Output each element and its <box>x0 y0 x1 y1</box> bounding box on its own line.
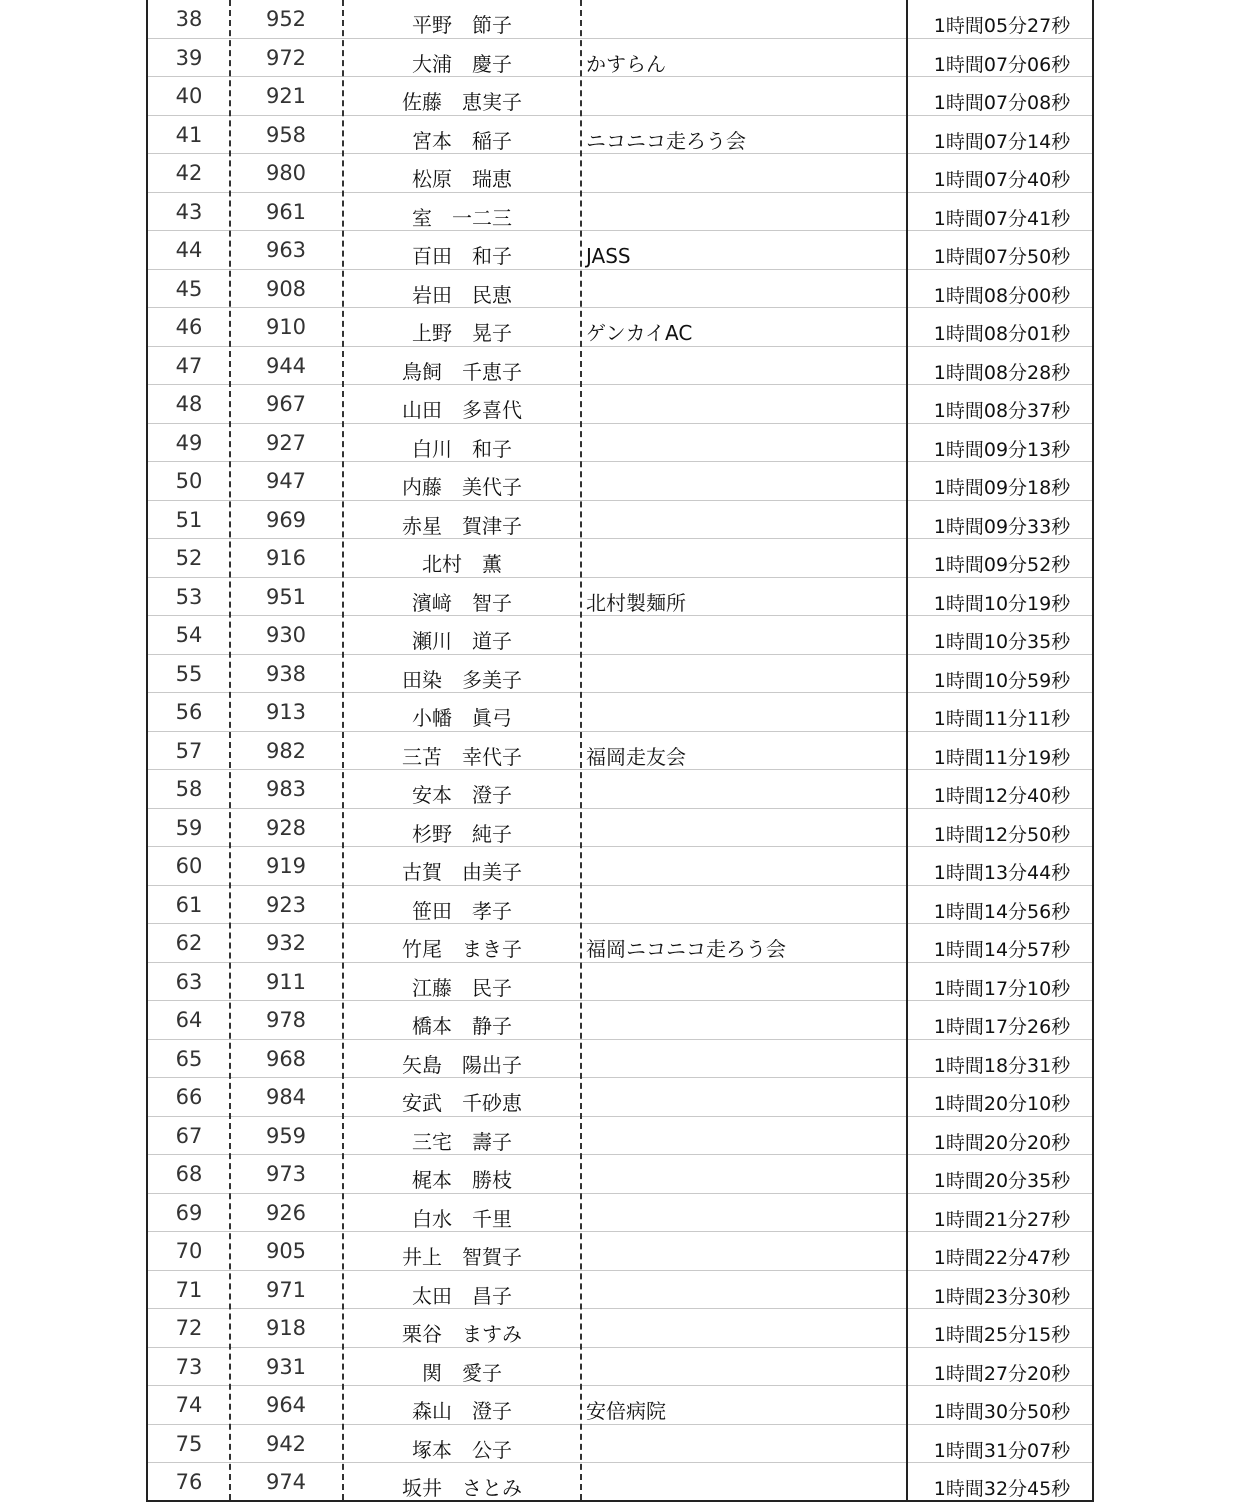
team-name-cell: 安倍病院 <box>586 1399 666 1423</box>
rank-cell: 68 <box>175 1162 203 1186</box>
team-name-cell <box>584 693 908 731</box>
bib-number-cell: 952 <box>265 7 307 31</box>
runner-name-cell: 小幡 眞弓 <box>412 706 512 730</box>
runner-name-cell: 田染 多美子 <box>402 667 522 692</box>
table-row <box>148 462 1092 501</box>
team-name-cell: 北村製麺所 <box>586 590 686 615</box>
bib-number-cell: 928 <box>265 815 307 840</box>
table-row <box>148 1155 1092 1194</box>
table-row <box>148 1194 1092 1233</box>
team-name-cell <box>584 270 908 308</box>
table-row <box>148 1309 1092 1348</box>
rank-column-divider <box>229 0 231 1500</box>
finish-time-cell: 1時間08分00秒 <box>933 284 1071 307</box>
team-name-cell <box>584 1348 908 1386</box>
table-row <box>148 154 1092 193</box>
table-row <box>148 578 1092 617</box>
runner-name-cell: 大浦 慶子 <box>412 51 512 76</box>
runner-name-cell: 栗谷 ますみ <box>402 1322 522 1346</box>
finish-time-cell: 1時間30分50秒 <box>933 1401 1071 1423</box>
table-row <box>148 231 1092 270</box>
runner-name-cell: 三宅 壽子 <box>412 1129 512 1154</box>
team-name-cell <box>584 1040 908 1078</box>
rank-cell: 71 <box>175 1277 203 1302</box>
rank-cell: 67 <box>175 1123 203 1148</box>
team-name-cell <box>584 655 908 693</box>
runner-name-cell: 濱﨑 智子 <box>412 590 512 615</box>
table-row <box>148 1348 1092 1387</box>
team-name-cell: ゲンカイAC <box>586 321 693 345</box>
bib-number-cell: 974 <box>265 1470 307 1494</box>
finish-time-cell: 1時間07分08秒 <box>933 92 1071 114</box>
rank-cell: 61 <box>175 892 203 917</box>
runner-name-cell: 佐藤 恵実子 <box>402 90 522 114</box>
table-row <box>148 39 1092 78</box>
team-name-cell <box>584 847 908 885</box>
runner-name-cell: 塚本 公子 <box>412 1437 512 1462</box>
rank-cell: 41 <box>175 122 203 147</box>
finish-time-cell: 1時間13分44秒 <box>933 862 1071 884</box>
team-name-cell <box>584 539 908 577</box>
finish-time-cell: 1時間07分41秒 <box>933 207 1071 230</box>
finish-time-cell: 1時間07分40秒 <box>933 169 1071 191</box>
bib-number-cell: 931 <box>265 1354 307 1379</box>
table-row <box>148 0 1092 39</box>
rank-cell: 55 <box>175 661 203 686</box>
bib-number-cell: 973 <box>265 1162 307 1186</box>
runner-name-cell: 赤星 賀津子 <box>402 513 522 538</box>
bib-number-cell: 978 <box>265 1008 307 1032</box>
bib-number-cell: 910 <box>265 315 307 339</box>
finish-time-cell: 1時間32分45秒 <box>933 1478 1071 1500</box>
team-name-cell <box>584 424 908 462</box>
table-row <box>148 424 1092 463</box>
rank-cell: 72 <box>175 1316 203 1340</box>
rank-cell: 39 <box>175 45 203 70</box>
bib-number-cell: 961 <box>265 199 307 224</box>
rank-cell: 51 <box>175 507 203 532</box>
finish-time-cell: 1時間10分59秒 <box>933 669 1071 692</box>
team-name-cell: JASS <box>586 244 631 268</box>
rank-cell: 76 <box>175 1470 203 1494</box>
team-name-cell <box>584 154 908 192</box>
table-row <box>148 886 1092 925</box>
bib-number-cell: 916 <box>265 546 307 570</box>
table-row <box>148 116 1092 155</box>
rank-cell: 58 <box>175 777 203 801</box>
bib-number-cell: 967 <box>265 392 307 416</box>
table-row <box>148 655 1092 694</box>
bib-number-cell: 984 <box>265 1085 307 1109</box>
table-row <box>148 616 1092 655</box>
finish-time-cell: 1時間07分06秒 <box>933 53 1071 76</box>
finish-time-cell: 1時間10分19秒 <box>933 592 1071 615</box>
table-row <box>148 693 1092 732</box>
runner-name-cell: 松原 瑞恵 <box>412 167 512 191</box>
bib-number-cell: 926 <box>265 1200 307 1225</box>
finish-time-cell: 1時間08分01秒 <box>933 323 1071 345</box>
rank-cell: 42 <box>175 161 203 185</box>
team-name-cell <box>584 1001 908 1039</box>
rank-cell: 49 <box>175 430 203 455</box>
rank-cell: 46 <box>175 315 203 339</box>
runner-name-cell: 坂井 さとみ <box>402 1476 522 1500</box>
runner-name-cell: 安武 千砂恵 <box>402 1091 522 1115</box>
rank-cell: 73 <box>175 1354 203 1379</box>
finish-time-cell: 1時間08分28秒 <box>933 361 1071 384</box>
table-row <box>148 924 1092 963</box>
rank-cell: 47 <box>175 353 203 378</box>
rank-cell: 60 <box>175 854 203 878</box>
bib-number-cell: 932 <box>265 931 307 955</box>
table-row <box>148 308 1092 347</box>
team-name-cell <box>584 963 908 1001</box>
rank-cell: 50 <box>175 469 203 493</box>
rank-cell: 45 <box>175 276 203 301</box>
team-name-cell <box>584 1232 908 1270</box>
finish-time-cell: 1時間09分18秒 <box>933 477 1071 499</box>
finish-time-cell: 1時間17分10秒 <box>933 977 1071 1000</box>
team-name-cell <box>584 1309 908 1347</box>
team-name-cell <box>584 1078 908 1116</box>
runner-name-cell: 室 一二三 <box>412 205 512 230</box>
team-name-cell <box>584 347 908 385</box>
finish-time-cell: 1時間12分50秒 <box>933 823 1071 846</box>
runner-name-cell: 太田 昌子 <box>412 1283 512 1308</box>
team-name-cell <box>584 1425 908 1463</box>
runner-name-cell: 白川 和子 <box>412 436 512 461</box>
rank-cell: 53 <box>175 584 203 609</box>
runner-name-cell: 鳥飼 千恵子 <box>402 359 522 384</box>
runner-name-cell: 三苫 幸代子 <box>402 744 522 769</box>
rank-cell: 74 <box>175 1393 203 1417</box>
bib-number-cell: 905 <box>265 1239 307 1263</box>
table-row <box>148 539 1092 578</box>
bib-number-cell: 942 <box>265 1431 307 1456</box>
rank-cell: 56 <box>175 700 203 724</box>
table-row <box>148 732 1092 771</box>
runner-name-cell: 北村 薫 <box>422 552 502 576</box>
bib-number-cell: 923 <box>265 892 307 917</box>
runner-name-cell: 古賀 由美子 <box>402 860 522 884</box>
team-name-cell <box>584 809 908 847</box>
team-column-divider <box>906 0 908 1500</box>
runner-name-cell: 梶本 勝枝 <box>412 1168 512 1192</box>
runner-name-cell: 百田 和子 <box>412 244 512 268</box>
runner-name-cell: 上野 晃子 <box>412 321 512 345</box>
name-column-divider <box>580 0 582 1500</box>
runner-name-cell: 宮本 稲子 <box>412 128 512 153</box>
finish-time-cell: 1時間11分19秒 <box>933 746 1071 769</box>
table-row <box>148 193 1092 232</box>
bib-number-cell: 963 <box>265 238 307 262</box>
results-table <box>146 0 1094 1502</box>
bib-number-cell: 968 <box>265 1046 307 1071</box>
team-name-cell <box>584 1463 908 1502</box>
table-row <box>148 1078 1092 1117</box>
runner-name-cell: 岩田 民恵 <box>412 282 512 307</box>
table-row <box>148 1001 1092 1040</box>
team-name-cell <box>584 616 908 654</box>
team-name-cell <box>584 1117 908 1155</box>
table-row <box>148 1232 1092 1271</box>
bib-number-cell: 913 <box>265 700 307 724</box>
finish-time-cell: 1時間14分57秒 <box>933 939 1071 961</box>
bib-number-cell: 918 <box>265 1316 307 1340</box>
finish-time-cell: 1時間14分56秒 <box>933 900 1071 923</box>
bib-number-cell: 980 <box>265 161 307 185</box>
finish-time-cell: 1時間05分27秒 <box>933 15 1071 37</box>
bib-number-cell: 921 <box>265 84 307 108</box>
rank-cell: 65 <box>175 1046 203 1071</box>
bib-number-cell: 964 <box>265 1393 307 1417</box>
runner-name-cell: 内藤 美代子 <box>402 475 522 499</box>
finish-time-cell: 1時間08分37秒 <box>933 400 1071 422</box>
runner-name-cell: 白水 千里 <box>412 1206 512 1231</box>
finish-time-cell: 1時間07分50秒 <box>933 246 1071 268</box>
rank-cell: 75 <box>175 1431 203 1456</box>
bib-number-cell: 951 <box>265 584 307 609</box>
table-row <box>148 809 1092 848</box>
team-name-cell <box>584 770 908 808</box>
bib-number-cell: 972 <box>265 45 307 70</box>
rank-cell: 57 <box>175 738 203 763</box>
finish-time-cell: 1時間20分10秒 <box>933 1093 1071 1115</box>
bib-number-cell: 947 <box>265 469 307 493</box>
runner-name-cell: 森山 澄子 <box>412 1399 512 1423</box>
finish-time-cell: 1時間09分13秒 <box>933 438 1071 461</box>
runner-name-cell: 安本 澄子 <box>412 783 512 807</box>
table-row <box>148 501 1092 540</box>
table-row <box>148 1386 1092 1425</box>
table-row <box>148 847 1092 886</box>
finish-time-cell: 1時間23分30秒 <box>933 1285 1071 1308</box>
team-name-cell <box>584 1194 908 1232</box>
rank-cell: 48 <box>175 392 203 416</box>
table-row <box>148 1271 1092 1310</box>
runner-name-cell: 井上 智賀子 <box>402 1245 522 1269</box>
bib-number-cell: 927 <box>265 430 307 455</box>
runner-name-cell: 山田 多喜代 <box>402 398 522 422</box>
team-name-cell: 福岡走友会 <box>586 744 686 769</box>
team-name-cell <box>584 501 908 539</box>
rank-cell: 66 <box>175 1085 203 1109</box>
runner-name-cell: 笹田 孝子 <box>412 898 512 923</box>
finish-time-cell: 1時間27分20秒 <box>933 1362 1071 1385</box>
rank-cell: 64 <box>175 1008 203 1032</box>
rank-cell: 40 <box>175 84 203 108</box>
rank-cell: 62 <box>175 931 203 955</box>
team-name-cell <box>584 462 908 500</box>
finish-time-cell: 1時間12分40秒 <box>933 785 1071 807</box>
table-row <box>148 963 1092 1002</box>
team-name-cell <box>584 385 908 423</box>
rank-cell: 44 <box>175 238 203 262</box>
rank-cell: 43 <box>175 199 203 224</box>
team-name-cell <box>584 1155 908 1193</box>
finish-time-cell: 1時間10分35秒 <box>933 631 1071 653</box>
bib-number-cell: 938 <box>265 661 307 686</box>
table-row <box>148 77 1092 116</box>
runner-name-cell: 杉野 純子 <box>412 821 512 846</box>
table-row <box>148 1425 1092 1464</box>
runner-name-cell: 橋本 静子 <box>412 1014 512 1038</box>
finish-time-cell: 1時間07分14秒 <box>933 130 1071 153</box>
rank-cell: 52 <box>175 546 203 570</box>
bib-number-cell: 958 <box>265 122 307 147</box>
runner-name-cell: 関 愛子 <box>422 1360 502 1385</box>
bib-number-cell: 908 <box>265 276 307 301</box>
rank-cell: 38 <box>175 7 203 31</box>
team-name-cell <box>584 886 908 924</box>
bib-number-cell: 969 <box>265 507 307 532</box>
bib-number-cell: 982 <box>265 738 307 763</box>
bib-number-cell: 983 <box>265 777 307 801</box>
finish-time-cell: 1時間09分33秒 <box>933 515 1071 538</box>
table-row <box>148 1117 1092 1156</box>
bib-number-cell: 971 <box>265 1277 307 1302</box>
finish-time-cell: 1時間31分07秒 <box>933 1439 1071 1462</box>
bib-column-divider <box>342 0 344 1500</box>
finish-time-cell: 1時間20分35秒 <box>933 1170 1071 1192</box>
runner-name-cell: 江藤 民子 <box>412 975 512 1000</box>
table-row <box>148 347 1092 386</box>
runner-name-cell: 瀬川 道子 <box>412 629 512 653</box>
finish-time-cell: 1時間22分47秒 <box>933 1247 1071 1269</box>
team-name-cell: ニコニコ走ろう会 <box>586 128 746 153</box>
table-row <box>148 270 1092 309</box>
team-name-cell <box>584 77 908 115</box>
bib-number-cell: 944 <box>265 353 307 378</box>
finish-time-cell: 1時間20分20秒 <box>933 1131 1071 1154</box>
table-row <box>148 1463 1092 1502</box>
team-name-cell <box>584 0 908 38</box>
team-name-cell: 福岡ニコニコ走ろう会 <box>586 937 786 961</box>
bib-number-cell: 911 <box>265 969 307 994</box>
rank-cell: 63 <box>175 969 203 994</box>
bib-number-cell: 919 <box>265 854 307 878</box>
runner-name-cell: 矢島 陽出子 <box>402 1052 522 1077</box>
finish-time-cell: 1時間17分26秒 <box>933 1016 1071 1038</box>
table-row <box>148 385 1092 424</box>
bib-number-cell: 959 <box>265 1123 307 1148</box>
table-row <box>148 1040 1092 1079</box>
rank-cell: 59 <box>175 815 203 840</box>
finish-time-cell: 1時間11分11秒 <box>933 708 1071 730</box>
finish-time-cell: 1時間21分27秒 <box>933 1208 1071 1231</box>
rank-cell: 70 <box>175 1239 203 1263</box>
team-name-cell: かすらん <box>586 51 666 76</box>
runner-name-cell: 平野 節子 <box>412 13 512 37</box>
table-row <box>148 770 1092 809</box>
rank-cell: 54 <box>175 623 203 647</box>
bib-number-cell: 930 <box>265 623 307 647</box>
runner-name-cell: 竹尾 まき子 <box>402 937 522 961</box>
finish-time-cell: 1時間18分31秒 <box>933 1054 1071 1077</box>
finish-time-cell: 1時間09分52秒 <box>933 554 1071 576</box>
rank-cell: 69 <box>175 1200 203 1225</box>
team-name-cell <box>584 1271 908 1309</box>
team-name-cell <box>584 193 908 231</box>
finish-time-cell: 1時間25分15秒 <box>933 1324 1071 1346</box>
